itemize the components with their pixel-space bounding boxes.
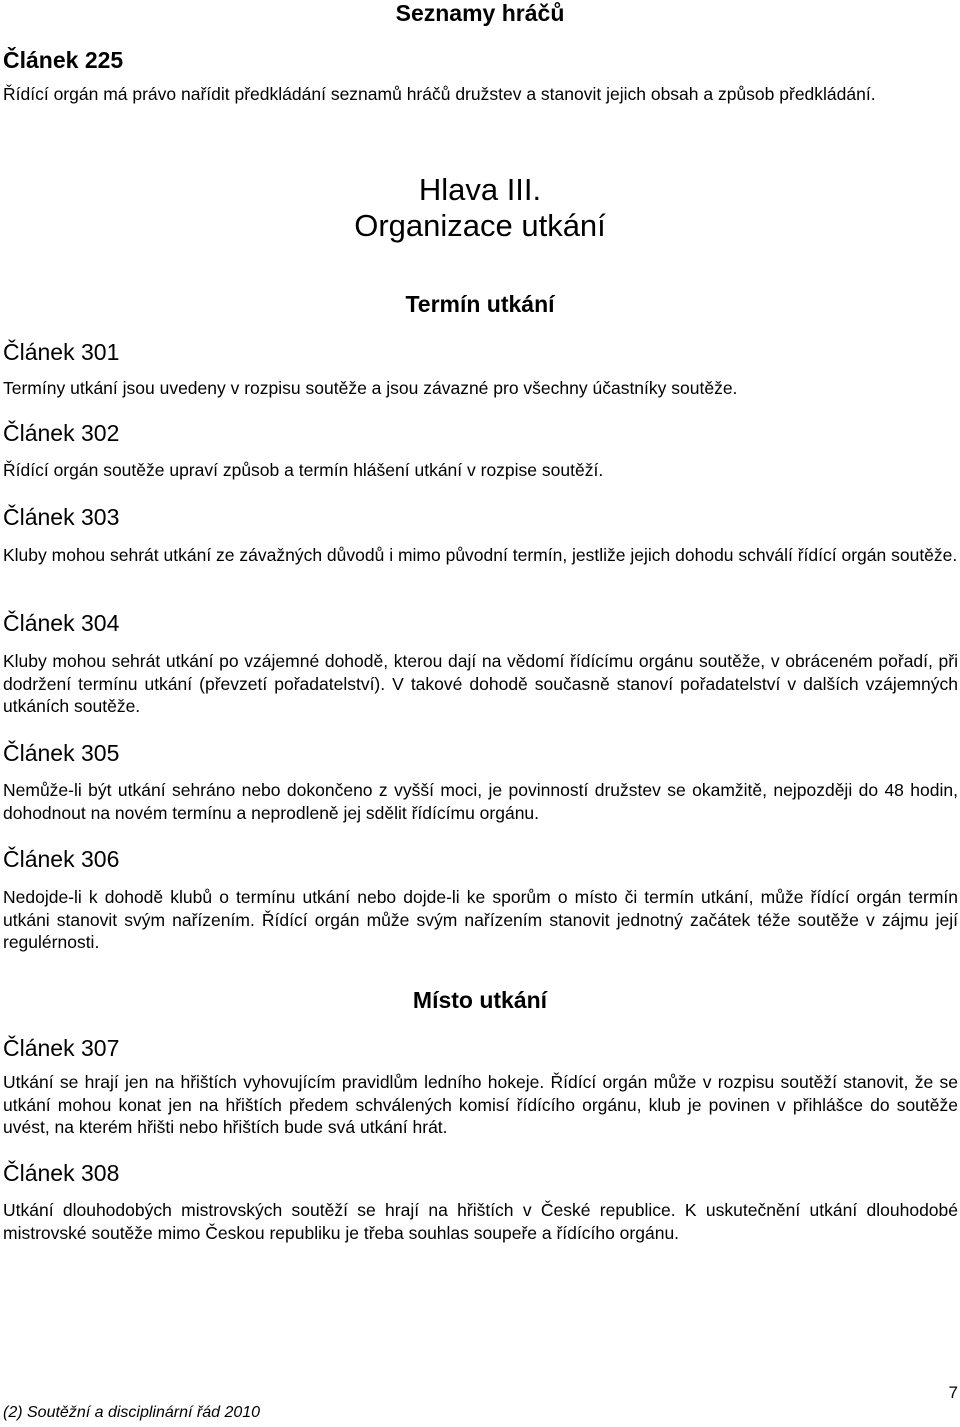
article-307-text: Utkání se hrají jen na hřištích vyhovujícím pravidlům ledního hokeje. Řídící orgán může v rozpisu soutěží stanovit, že se utkání mohou konat jen na hřištích předem schválených komisí řídícího orgánu, klub je povinen v přihlášce do soutěže uvést, na kterém hřišti nebo hřištích bude svá utkání hrát.	[3, 1072, 958, 1137]
article-302-text: Řídící orgán soutěže upraví způsob a termín hlášení utkání v rozpise soutěží.	[3, 460, 604, 480]
article-306-title: Článek 306	[3, 846, 120, 872]
section-title-termin-utkani: Termín utkání	[405, 291, 555, 317]
article-225-title: Článek 225	[3, 47, 124, 73]
article-303-text: Kluby mohou sehrát utkání ze závažných důvodů i mimo původní termín, jestliže jejich dohodu schválí řídící orgán soutěže.	[3, 545, 958, 565]
chapter-heading	[0, 172, 960, 244]
page-number: 7	[948, 1383, 958, 1402]
chapter-number: Hlava III.	[418, 172, 542, 207]
article-302-title: Článek 302	[3, 420, 120, 446]
article-304-text: Kluby mohou sehrát utkání po vzájemné dohodě, kterou dají na vědomí řídícímu orgánu soutěže, v obráceném pořadí, při dodržení termínu utkání (převzetí pořadatelství). V takové dohodě současně stanoví pořadatelství v dalších vzájemných utkáních soutěže.	[3, 651, 958, 716]
section-title-seznamy-hracu: Seznamy hráčů	[395, 0, 565, 26]
article-305-text: Nemůže-li být utkání sehráno nebo dokončeno z vyšší moci, je povinností družstev se okamžitě, nejpozději do 48 hodin, dohodnout na novém termínu a neprodleně jej sdělit řídícímu orgánu.	[3, 780, 958, 823]
article-304-title: Článek 304	[3, 610, 120, 636]
article-301-title: Článek 301	[3, 339, 120, 365]
article-307-title: Článek 307	[3, 1035, 120, 1061]
article-301-text: Termíny utkání jsou uvedeny v rozpisu soutěže a jsou závazné pro všechny účastníky soutěže.	[3, 378, 738, 398]
footer-text: (2) Soutěžní a disciplinární řád 2010	[3, 1404, 261, 1421]
article-308-title: Článek 308	[3, 1160, 120, 1186]
chapter-title: Organizace utkání	[354, 208, 606, 243]
article-305-title: Článek 305	[3, 740, 120, 766]
article-306-text: Nedojde-li k dohodě klubů o termínu utkání nebo dojde-li ke sporům o místo či termín utkání, může řídící orgán termín utkáni stanovit svým nařízením. Řídící orgán může svým nařízením stanovit jednotný začátek téže soutěže v zájmu její regulérnosti.	[3, 887, 958, 952]
section-title-misto-utkani: Místo utkání	[412, 987, 548, 1013]
article-225-text: Řídící orgán má právo nařídit předkládání seznamů hráčů družstev a stanovit jejich obsah a způsob předkládání.	[3, 84, 876, 104]
article-308-text: Utkání dlouhodobých mistrovských soutěží se hrají na hřištích v České republice. K uskutečnění utkání dlouhodobé mistrovské soutěže mimo Českou republiku je třeba souhlas soupeře a řídícího orgánu.	[3, 1200, 958, 1243]
article-303-title: Článek 303	[3, 504, 120, 530]
